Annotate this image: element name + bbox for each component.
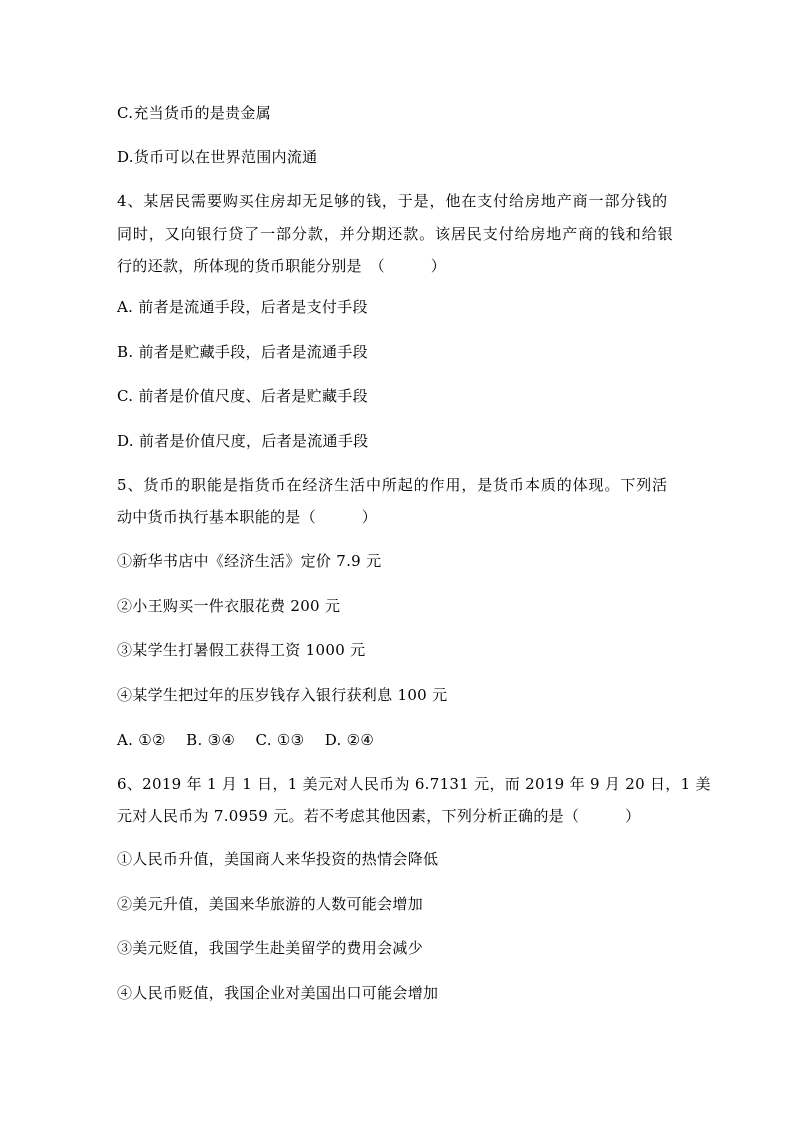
q3-option-c: C.充当货币的是贵金属 <box>117 104 272 122</box>
q6-item-1: ①人民币升值，美国商人来华投资的热情会降低 <box>117 850 439 868</box>
q5-choices: A. ①② B. ③④ C. ①③ D. ②④ <box>117 731 375 749</box>
q5-item-4: ④某学生把过年的压岁钱存入银行获利息 100 元 <box>117 686 448 704</box>
q6-item-4: ④人民币贬值，我国企业对美国出口可能会增加 <box>117 984 439 1002</box>
q4-stem-line-3: 行的还款，所体现的货币职能分别是 （ ） <box>117 257 447 275</box>
q4-option-a: A. 前者是流通手段，后者是支付手段 <box>117 298 368 316</box>
q4-stem-line-1: 4、某居民需要购买住房却无足够的钱，于是，他在支付给房地产商一部分钱的 <box>117 192 669 210</box>
q6-item-3: ③美元贬值，我国学生赴美留学的费用会减少 <box>117 939 424 957</box>
q6-stem-line-2: 元对人民币为 7.0959 元。若不考虑其他因素，下列分析正确的是（ ） <box>117 807 641 825</box>
q5-stem-line-2: 动中货币执行基本职能的是（ ） <box>117 508 378 526</box>
q5-item-1: ①新华书店中《经济生活》定价 7.9 元 <box>117 552 382 570</box>
q5-item-3: ③某学生打暑假工获得工资 1000 元 <box>117 641 366 659</box>
q4-stem-line-2: 同时，又向银行贷了一部分款，并分期还款。该居民支付给房地产商的钱和给银 <box>117 225 674 243</box>
q3-option-d: D.货币可以在世界范围内流通 <box>117 148 318 166</box>
q4-option-d: D. 前者是价值尺度，后者是流通手段 <box>117 432 369 450</box>
q6-stem-line-1: 6、2019 年 1 月 1 日，1 美元对人民币为 6.7131 元，而 2019 年 9 月 20 日，1 美 <box>117 775 711 793</box>
q4-option-c: C. 前者是价值尺度、后者是贮藏手段 <box>117 387 368 405</box>
q5-item-2: ②小王购买一件衣服花费 200 元 <box>117 597 341 615</box>
q6-item-2: ②美元升值，美国来华旅游的人数可能会增加 <box>117 895 424 913</box>
q4-option-b: B. 前者是贮藏手段，后者是流通手段 <box>117 343 368 361</box>
q5-stem-line-1: 5、货币的职能是指货币在经济生活中所起的作用，是货币本质的体现。下列活 <box>117 476 669 494</box>
